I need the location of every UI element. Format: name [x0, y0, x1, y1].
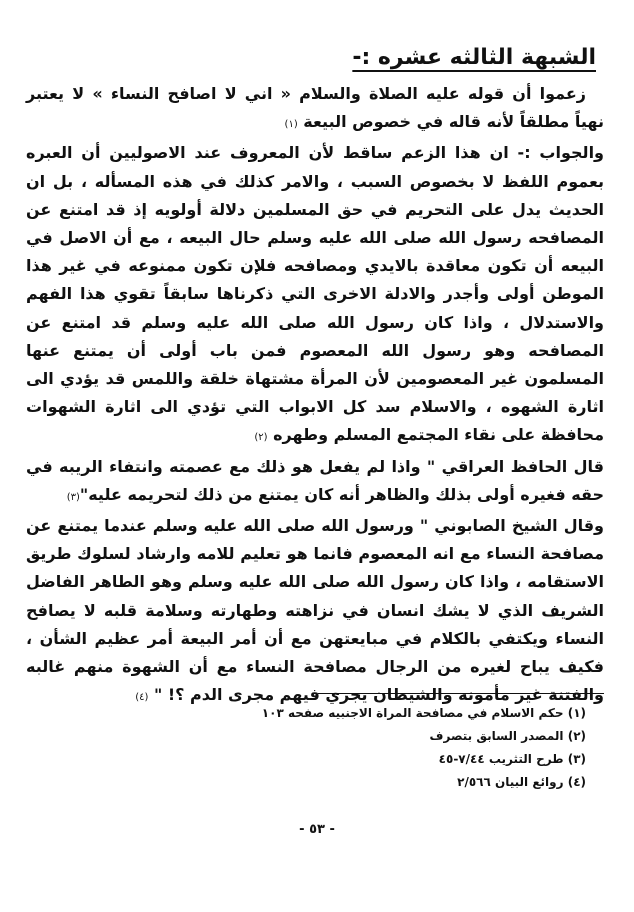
- footnotes-list: [166, 702, 586, 794]
- footnote-reference: (١): [284, 119, 298, 131]
- paragraph-text: وقال الشيخ الصابوني " ورسول الله صلى الله عليه وسلم عندما يمتنع عن مصافحة النساء مع انه المعصوم فانما هو تعليم للامه وارشاد لسلوك طريق الاستقامه ، واذا كان رسول الله صلى الله عليه وسلم وهو الطاهر الفاضل الشريف الذي لا يشك انسان في نزاهته وطهارته وسلامة قلبه لا يصافح النساء ويكتفي بالكلام في مبايعتهن مع أن أمر البيعة أمر عظيم الشأن ، فكيف يباح لغيره من الرجال مصافحة النساء مع أن الشهوة منهم غالبه والفتنة غير مأمونه والشيطان يجري فيهم مجرى الدم ؟! ": [26, 516, 604, 705]
- footnote-reference: (٢): [254, 432, 268, 444]
- footnote-divider: [318, 693, 604, 694]
- paragraph-iraqi-quote: [26, 453, 604, 512]
- paragraph-sabuni-quote: [26, 512, 604, 712]
- page-number: - ٥٣ -: [299, 822, 335, 837]
- body-text: [26, 80, 604, 712]
- footnote-reference: (٤): [135, 692, 149, 704]
- footnote-item: (١) حكم الاسلام في مصافحة المراة الاجنبيه صفحه ١٠٣: [261, 706, 586, 720]
- footnote-reference: (٣): [66, 491, 80, 503]
- section-heading: الشبهة الثالثه عشره :-: [352, 45, 596, 70]
- paragraph-claim: [26, 80, 604, 139]
- paragraph-text: زعموا أن قوله عليه الصلاة والسلام « اني لا اصافح النساء » لا يعتبر نهياً مطلقاً لأنه قاله في خصوص البيعة: [26, 84, 604, 132]
- paragraph-text: قال الحافظ العراقي " واذا لم يفعل هو ذلك مع عصمته وانتفاء الريبه في حقه فغيره أولى بذلك والظاهر أنه كان يمتنع من ذلك لتحريمه عليه": [26, 456, 604, 504]
- footnote-item: (٢) المصدر السابق بتصرف: [429, 729, 586, 743]
- paragraph-text: والجواب :- ان هذا الزعم ساقط لأن المعروف عند الاصوليين أن العبره بعموم اللفظ لا بخصوص السبب ، والامر كذلك في هذه المسأله ، بل ان الحديث يدل على التحريم في حق المسلمين دلالة أولويه إذ قد امتنع عن المصافحه رسول الله صلى الله عليه وسلم حال البيعه ، مع أن الاصل في البيعه أن تكون معاقدة بالايدي ومصافحه فلإن تكون ممنوعه في غير هذا الموطن أولى وأجدر والادلة الاخرى التي ذكرناها سابقاً تقوي هذا الفهم والاستدلال ، واذا كان رسول الله صلى الله عليه وسلم قد امتنع عن المصافحه وهو رسول الله المعصوم فمن باب أولى أن يمتنع عنها المسلمون غير المعصومين لأن المرأة مشتهاة خلقة واللمس قد يؤدي الى اثارة الشهوه ، والاسلام سد كل الابواب التي تؤدي الى اثارة الشهوات محافظة على نقاء المجتمع المسلم وطهره: [26, 143, 604, 445]
- footnote-item: (٣) طرح التثريب ٧/٤٤-٤٥: [438, 752, 586, 766]
- footnote-item: (٤) روائع البيان ٢/٥٦٦: [457, 775, 586, 789]
- paragraph-answer: [26, 139, 604, 452]
